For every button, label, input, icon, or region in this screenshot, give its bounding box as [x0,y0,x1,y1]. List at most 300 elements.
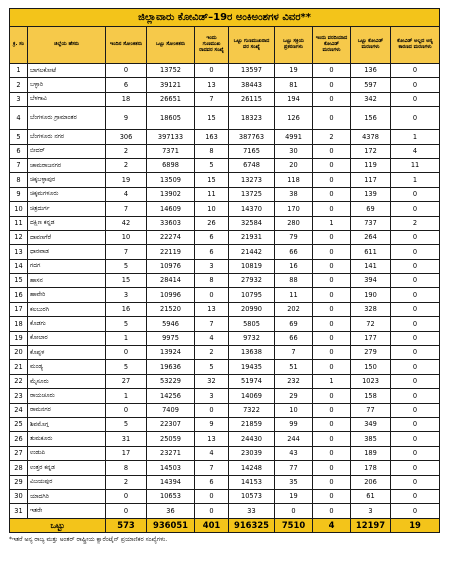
cell-other: 0 [391,417,440,431]
cell-name: ಹಾಸನ [28,274,106,288]
cell-other: 0 [391,64,440,78]
cell-active: 202 [275,302,313,316]
cell-active: 30 [275,144,313,158]
cell-rec-today: 6 [195,230,229,244]
cell-death-today: 0 [313,202,351,216]
cell-total: 14256 [147,389,195,403]
cell-active: 118 [275,173,313,187]
cell-rec-today: 11 [195,187,229,201]
cell-death-today: 0 [313,78,351,92]
cell-death-today: 2 [313,130,351,144]
table-row [10,489,440,503]
cell-rec-total: 51974 [229,374,275,388]
cell-today: 2 [106,475,147,489]
cell-name: ಕೋಲಾರ [28,331,106,345]
cell-total: 7409 [147,403,195,417]
cell-name: ವಿಜಯಪುರ [28,475,106,489]
cell-death-total: 156 [351,107,391,130]
cell-rec-total: 13597 [229,64,275,78]
cell-total: 10976 [147,259,195,273]
cell-no: 27 [10,446,28,460]
cell-active: 280 [275,216,313,230]
header-total-infected: ಒಟ್ಟು ಸೋಂಕಿತರು [147,27,195,64]
cell-total: 28414 [147,274,195,288]
cell-total: 22307 [147,417,195,431]
cell-death-today: 0 [313,64,351,78]
cell-no: 8 [10,173,28,187]
cell-name: ಬಾಗಲಕೋಟೆ [28,64,106,78]
total-label: ಒಟ್ಟು [10,518,106,532]
cell-death-today: 0 [313,346,351,360]
cell-other: 0 [391,504,440,518]
cell-other: 0 [391,92,440,106]
cell-rec-today: 6 [195,475,229,489]
table-row [10,187,440,201]
total-today: 573 [106,518,147,532]
cell-rec-total: 24430 [229,432,275,446]
cell-name: ಇತರೇ [28,504,106,518]
cell-active: 81 [275,78,313,92]
cell-active: 19 [275,489,313,503]
cell-today: 1 [106,389,147,403]
cell-death-today: 0 [313,173,351,187]
cell-today: 8 [106,461,147,475]
cell-other: 0 [391,432,440,446]
table-row [10,346,440,360]
cell-no: 31 [10,504,28,518]
cell-today: 19 [106,173,147,187]
district-covid-table [9,8,440,533]
cell-rec-total: 26115 [229,92,275,106]
cell-death-total: 394 [351,274,391,288]
table-row [10,274,440,288]
cell-rec-total: 13638 [229,346,275,360]
cell-name: ಚಿಕ್ಕಮಗಳೂರು [28,187,106,201]
cell-rec-today: 163 [195,130,229,144]
cell-total: 25059 [147,432,195,446]
table-row [10,64,440,78]
cell-name: ಯಾದಗಿರಿ [28,489,106,503]
cell-rec-total: 14370 [229,202,275,216]
cell-no: 5 [10,130,28,144]
cell-total: 13924 [147,346,195,360]
cell-other: 11 [391,158,440,172]
cell-no: 17 [10,302,28,316]
total-rec-total: 916325 [229,518,275,532]
cell-death-total: 77 [351,403,391,417]
cell-rec-today: 0 [195,288,229,302]
header-today-recovered: ಇಂದು ಗುಣಮುಖ ರಾದವರ ಸಂಖ್ಯೆ [195,27,229,64]
cell-name: ಕಲಬುರಗಿ [28,302,106,316]
cell-other: 0 [391,461,440,475]
cell-no: 10 [10,202,28,216]
cell-death-total: 4378 [351,130,391,144]
cell-death-total: 385 [351,432,391,446]
cell-today: 27 [106,374,147,388]
cell-rec-total: 14248 [229,461,275,475]
cell-rec-total: 38443 [229,78,275,92]
cell-rec-today: 13 [195,432,229,446]
cell-rec-total: 10819 [229,259,275,273]
header-active-cases: ಒಟ್ಟು ಸಕ್ರಿಯ ಪ್ರಕರಣಗಳು [275,27,313,64]
cell-rec-today: 4 [195,331,229,345]
cell-no: 13 [10,245,28,259]
cell-active: 35 [275,475,313,489]
cell-rec-total: 387763 [229,130,275,144]
cell-today: 5 [106,317,147,331]
cell-total: 21520 [147,302,195,316]
table-row [10,317,440,331]
cell-death-today: 0 [313,107,351,130]
cell-name: ಚಿತ್ರದುರ್ಗ [28,202,106,216]
cell-active: 16 [275,259,313,273]
cell-death-today: 0 [313,288,351,302]
cell-name: ಶಿವಮೊಗ್ಗ [28,417,106,431]
cell-today: 5 [106,259,147,273]
cell-death-total: 177 [351,331,391,345]
header-district: ಜಿಲ್ಲೆಯ ಹೆಸರು [28,27,106,64]
cell-death-total: 597 [351,78,391,92]
cell-name: ಬೆಂಗಳೂರು ನಗರ [28,130,106,144]
cell-active: 51 [275,360,313,374]
cell-no: 4 [10,107,28,130]
table-row [10,360,440,374]
cell-other: 0 [391,230,440,244]
cell-death-today: 0 [313,187,351,201]
cell-rec-total: 10573 [229,489,275,503]
cell-other: 0 [391,288,440,302]
cell-active: 66 [275,245,313,259]
cell-death-today: 1 [313,374,351,388]
cell-no: 29 [10,475,28,489]
total-death-today: 4 [313,518,351,532]
cell-no: 12 [10,230,28,244]
total-other: 19 [391,518,440,532]
cell-no: 25 [10,417,28,431]
footnote: *ಇತರೆ ಅನ್ಯ ರಾಜ್ಯ ಮತ್ತು ಅಂತರ್ ರಾಷ್ಟ್ರೀಯ ಕ್ವಾರೆಂಟೈನ್ ಪ್ರಯಾಣಿಕರ ಸಂಖ್ಯೆಗಳು. [9,535,168,543]
cell-rec-total: 19435 [229,360,275,374]
cell-death-today: 0 [313,331,351,345]
cell-no: 15 [10,274,28,288]
table-row [10,475,440,489]
cell-name: ಕೊಡಗು [28,317,106,331]
cell-death-total: 158 [351,389,391,403]
cell-no: 24 [10,403,28,417]
cell-name: ಚಾಮರಾಜನಗರ [28,158,106,172]
cell-name: ದಕ್ಷಿಣ ಕನ್ನಡ [28,216,106,230]
table-row [10,403,440,417]
cell-total: 39121 [147,78,195,92]
cell-no: 16 [10,288,28,302]
cell-death-today: 0 [313,245,351,259]
cell-name: ಬಳ್ಳಾರಿ [28,78,106,92]
table-row [10,216,440,230]
cell-name: ಮೈಸೂರು [28,374,106,388]
cell-total: 14503 [147,461,195,475]
cell-rec-today: 13 [195,302,229,316]
header-total-recovered: ಒಟ್ಟು ಗುಣಮುಖರಾದ ವರ ಸಂಖ್ಯೆ [229,27,275,64]
cell-rec-total: 13725 [229,187,275,201]
cell-today: 6 [106,78,147,92]
cell-rec-today: 3 [195,259,229,273]
table-row [10,374,440,388]
cell-death-total: 264 [351,230,391,244]
cell-death-today: 0 [313,432,351,446]
cell-no: 26 [10,432,28,446]
cell-total: 13752 [147,64,195,78]
table-row [10,173,440,187]
cell-name: ಬೆಳಗಾವಿ [28,92,106,106]
cell-death-today: 0 [313,259,351,273]
cell-rec-total: 7165 [229,144,275,158]
cell-total: 14394 [147,475,195,489]
cell-other: 0 [391,403,440,417]
cell-active: 244 [275,432,313,446]
cell-other: 0 [391,389,440,403]
cell-death-today: 0 [313,475,351,489]
cell-rec-total: 20990 [229,302,275,316]
table-row [10,144,440,158]
cell-rec-total: 5805 [229,317,275,331]
cell-rec-total: 10795 [229,288,275,302]
cell-other: 0 [391,360,440,374]
cell-rec-today: 10 [195,202,229,216]
cell-death-today: 0 [313,504,351,518]
cell-rec-today: 8 [195,274,229,288]
cell-total: 10653 [147,489,195,503]
cell-today: 0 [106,64,147,78]
table-row [10,461,440,475]
cell-rec-total: 9732 [229,331,275,345]
cell-death-total: 328 [351,302,391,316]
cell-today: 17 [106,446,147,460]
cell-death-total: 72 [351,317,391,331]
cell-rec-today: 32 [195,374,229,388]
cell-rec-today: 7 [195,461,229,475]
cell-active: 0 [275,504,313,518]
cell-rec-total: 21931 [229,230,275,244]
cell-death-today: 0 [313,92,351,106]
cell-death-today: 0 [313,389,351,403]
total-death-total: 12197 [351,518,391,532]
cell-other: 1 [391,173,440,187]
cell-no: 3 [10,92,28,106]
cell-no: 6 [10,144,28,158]
cell-no: 22 [10,374,28,388]
cell-today: 0 [106,346,147,360]
cell-rec-today: 0 [195,403,229,417]
table-row [10,130,440,144]
cell-name: ಬೀದರ್ [28,144,106,158]
cell-death-today: 0 [313,461,351,475]
cell-active: 20 [275,158,313,172]
cell-death-total: 737 [351,216,391,230]
cell-no: 9 [10,187,28,201]
cell-no: 23 [10,389,28,403]
cell-rec-today: 5 [195,360,229,374]
cell-other: 1 [391,130,440,144]
header-today-deaths: ಇಂದು ವರದಿಯಾದ ಕೋವಿಡ್ ಮರಣಗಳು [313,27,351,64]
cell-no: 14 [10,259,28,273]
cell-rec-today: 0 [195,489,229,503]
cell-active: 29 [275,389,313,403]
table-row [10,202,440,216]
cell-death-today: 0 [313,360,351,374]
cell-active: 43 [275,446,313,460]
cell-rec-today: 4 [195,446,229,460]
cell-no: 18 [10,317,28,331]
cell-today: 2 [106,158,147,172]
cell-today: 4 [106,187,147,201]
table-row [10,288,440,302]
cell-other: 0 [391,302,440,316]
cell-active: 170 [275,202,313,216]
cell-today: 1 [106,331,147,345]
cell-death-total: 178 [351,461,391,475]
cell-total: 23271 [147,446,195,460]
cell-total: 10996 [147,288,195,302]
cell-death-today: 1 [313,216,351,230]
cell-today: 0 [106,504,147,518]
covid-report [9,8,439,544]
cell-total: 7371 [147,144,195,158]
cell-rec-today: 0 [195,64,229,78]
cell-death-today: 0 [313,489,351,503]
cell-today: 7 [106,202,147,216]
cell-other: 0 [391,78,440,92]
cell-rec-total: 21859 [229,417,275,431]
cell-no: 11 [10,216,28,230]
cell-other: 0 [391,346,440,360]
cell-name: ಚಿಕ್ಕಬಳ್ಳಾಪುರ [28,173,106,187]
cell-active: 88 [275,274,313,288]
cell-death-total: 1023 [351,374,391,388]
cell-active: 7 [275,346,313,360]
cell-rec-total: 14153 [229,475,275,489]
header-total-deaths: ಒಟ್ಟು ಕೋವಿಡ್ ಮರಣಗಳು [351,27,391,64]
cell-rec-today: 15 [195,173,229,187]
cell-death-total: 69 [351,202,391,216]
table-title: ಜಿಲ್ಲಾವಾರು ಕೋವಿಡ್–19ರ ಅಂಕಿಅಂಶಗಳ ವಿವರ** [10,9,440,27]
cell-rec-today: 3 [195,389,229,403]
cell-active: 4991 [275,130,313,144]
cell-rec-today: 5 [195,158,229,172]
cell-rec-total: 18323 [229,107,275,130]
cell-death-total: 206 [351,475,391,489]
cell-other: 0 [391,259,440,273]
total-total: 936051 [147,518,195,532]
cell-name: ದಾವಣಗೆರೆ [28,230,106,244]
cell-death-total: 279 [351,346,391,360]
table-row [10,158,440,172]
cell-active: 232 [275,374,313,388]
cell-rec-today: 9 [195,417,229,431]
cell-today: 9 [106,107,147,130]
cell-total: 13509 [147,173,195,187]
cell-active: 10 [275,403,313,417]
cell-active: 69 [275,317,313,331]
table-row [10,78,440,92]
cell-rec-today: 15 [195,107,229,130]
cell-active: 38 [275,187,313,201]
cell-death-today: 0 [313,403,351,417]
cell-rec-total: 6748 [229,158,275,172]
cell-today: 5 [106,360,147,374]
cell-total: 22119 [147,245,195,259]
table-row [10,417,440,431]
table-row [10,504,440,518]
cell-rec-today: 0 [195,504,229,518]
cell-name: ಮಂಡ್ಯ [28,360,106,374]
cell-total: 26651 [147,92,195,106]
cell-other: 0 [391,489,440,503]
cell-today: 31 [106,432,147,446]
cell-active: 19 [275,64,313,78]
cell-name: ರಾಯಚೂರು [28,389,106,403]
cell-death-total: 190 [351,288,391,302]
cell-total: 397133 [147,130,195,144]
cell-other: 0 [391,202,440,216]
cell-today: 5 [106,417,147,431]
cell-today: 15 [106,274,147,288]
cell-active: 99 [275,417,313,431]
cell-total: 6898 [147,158,195,172]
cell-today: 0 [106,489,147,503]
header-today-infected: ಇಂದಿನ ಸೋಂಕಿತರು [106,27,147,64]
cell-active: 11 [275,288,313,302]
cell-rec-total: 33 [229,504,275,518]
cell-death-today: 0 [313,158,351,172]
total-active: 7510 [275,518,313,532]
cell-total: 9975 [147,331,195,345]
cell-other: 0 [391,245,440,259]
cell-today: 0 [106,403,147,417]
cell-death-today: 0 [313,302,351,316]
cell-death-total: 342 [351,92,391,106]
cell-name: ಉತ್ತರ ಕನ್ನಡ [28,461,106,475]
cell-rec-total: 32584 [229,216,275,230]
table-row [10,389,440,403]
cell-today: 306 [106,130,147,144]
cell-rec-today: 26 [195,216,229,230]
cell-death-total: 3 [351,504,391,518]
cell-total: 53229 [147,374,195,388]
table-row [10,302,440,316]
cell-rec-total: 23039 [229,446,275,460]
cell-name: ಕೊಪ್ಪಳ [28,346,106,360]
cell-name: ಗದಗ [28,259,106,273]
cell-other: 0 [391,317,440,331]
cell-death-total: 61 [351,489,391,503]
cell-no: 21 [10,360,28,374]
cell-rec-today: 7 [195,317,229,331]
cell-rec-total: 14069 [229,389,275,403]
cell-other: 0 [391,446,440,460]
cell-name: ರಾಮನಗರ [28,403,106,417]
header-serial: ಕ್ರ. ಸಂ [10,27,28,64]
cell-death-total: 141 [351,259,391,273]
cell-total: 14609 [147,202,195,216]
cell-no: 19 [10,331,28,345]
cell-rec-today: 8 [195,144,229,158]
cell-death-total: 150 [351,360,391,374]
cell-total: 33603 [147,216,195,230]
cell-no: 30 [10,489,28,503]
cell-name: ಬೆಂಗಳೂರು ಗ್ರಾಮಾಂತರ [28,107,106,130]
cell-other: 0 [391,475,440,489]
table-row [10,245,440,259]
cell-name: ಉಡುಪಿ [28,446,106,460]
